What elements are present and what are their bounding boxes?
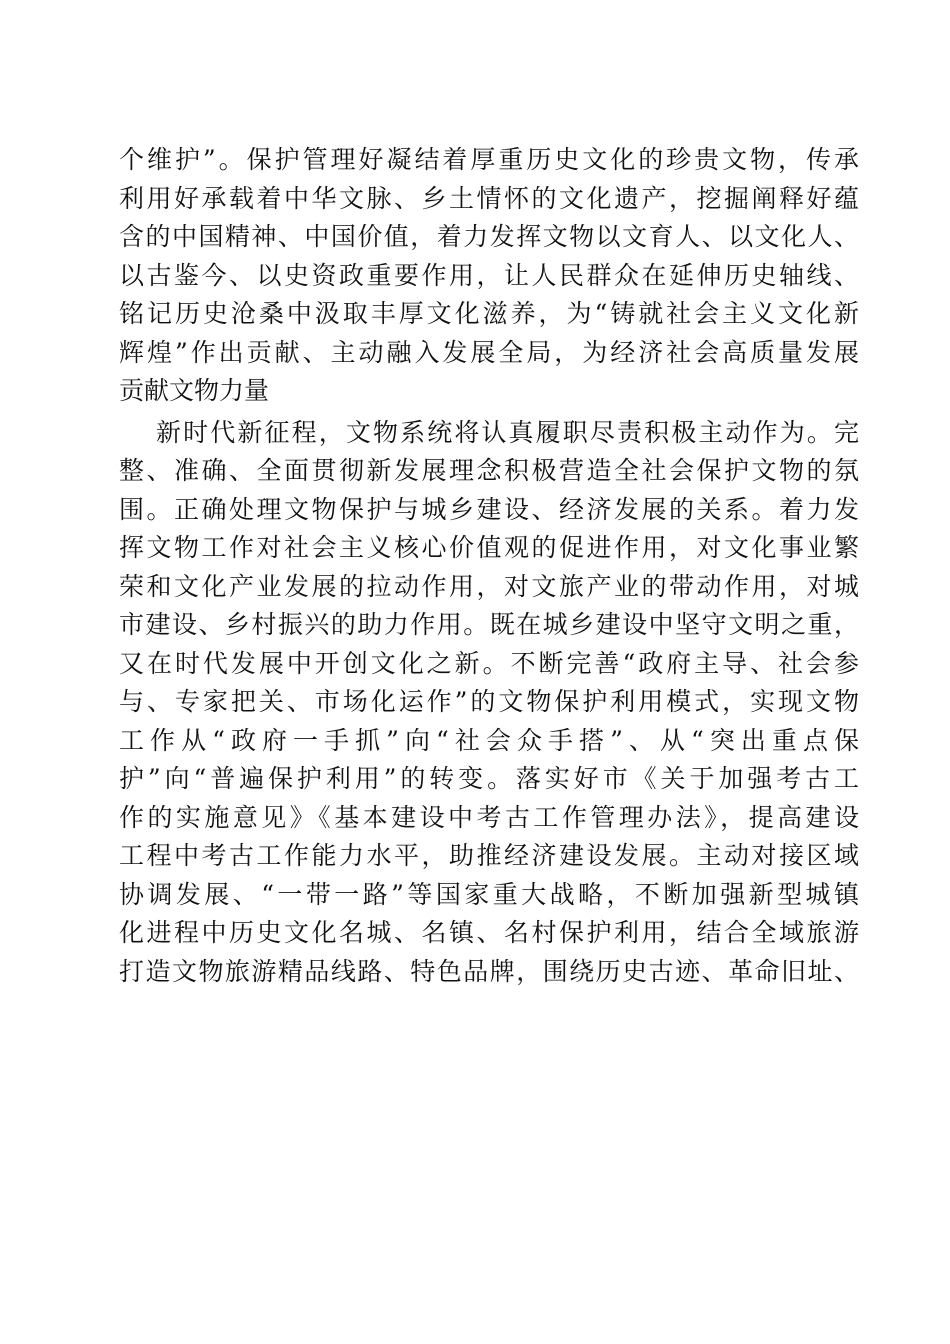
paragraph-line: 贡献文物力量 [119,376,270,405]
paragraph-line: 荣和文化产业发展的拉动作用，对文旅产业的带动作用，对城 [119,571,859,601]
paragraph-line: 化进程中历史文化名城、名镇、名村保护利用，结合全域旅游 [119,918,859,947]
paragraph-line: 围。正确处理文物保护与城乡建设、经济发展的关系。着力发 [119,494,859,524]
paragraph-line: 工程中考古工作能力水平，助推经济建设发展。主动对接区域 [119,841,859,870]
document-body [119,141,859,1068]
paragraph-line: 含的中国精神、中国价值，着力发挥文物以文育人、以文化人、 [119,222,859,251]
paragraph-line: 护”向“普遍保护利用”的转变。落实好市《关于加强考古工 [119,764,859,793]
paragraph-2 [119,414,859,1069]
paragraph-line: 铭记历史沧桑中汲取丰厚文化滋养，为“铸就社会主义文化新 [119,299,859,328]
paragraph-line: 个维护”。保护管理好凝结着厚重历史文化的珍贵文物，传承 [119,145,859,174]
paragraph-line: 新时代新征程，文物系统将认真履职尽责积极主动作为。完 [156,417,859,447]
paragraph-line: 与、专家把关、市场化运作”的文物保护利用模式，实现文物 [119,687,859,716]
paragraph-line: 作的实施意见》《基本建设中考古工作管理办法》，提高建设 [119,802,859,832]
paragraph-line: 又在时代发展中开创文化之新。不断完善“政府主导、社会参 [119,648,859,678]
paragraph-line: 打造文物旅游精品线路、特色品牌，围绕历史古迹、革命旧址、 [119,956,859,986]
paragraph-line: 以古鉴今、以史资政重要作用，让人民群众在延伸历史轴线、 [119,260,859,290]
paragraph-line: 利用好承载着中华文脉、乡土情怀的文化遗产，挖掘阐释好蕴 [119,183,859,213]
paragraph-line: 协调发展、“一带一路”等国家重大战略，不断加强新型城镇 [119,879,859,909]
paragraph-line: 市建设、乡村振兴的助力作用。既在城乡建设中坚守文明之重， [119,610,859,639]
paragraph-line: 整、准确、全面贯彻新发展理念积极营造全社会保护文物的氛 [119,456,859,485]
paragraph-line: 辉煌”作出贡献、主动融入发展全局，为经济社会高质量发展 [119,337,859,367]
paragraph-line [119,1030,859,1069]
paragraph-line: 工作从“政府一手抓”向“社会众手搭”、从“突出重点保 [119,725,859,755]
paragraph-1 [119,141,859,411]
paragraph-line [119,991,859,1030]
paragraph-line: 挥文物工作对社会主义核心价值观的促进作用，对文化事业繁 [119,533,859,562]
